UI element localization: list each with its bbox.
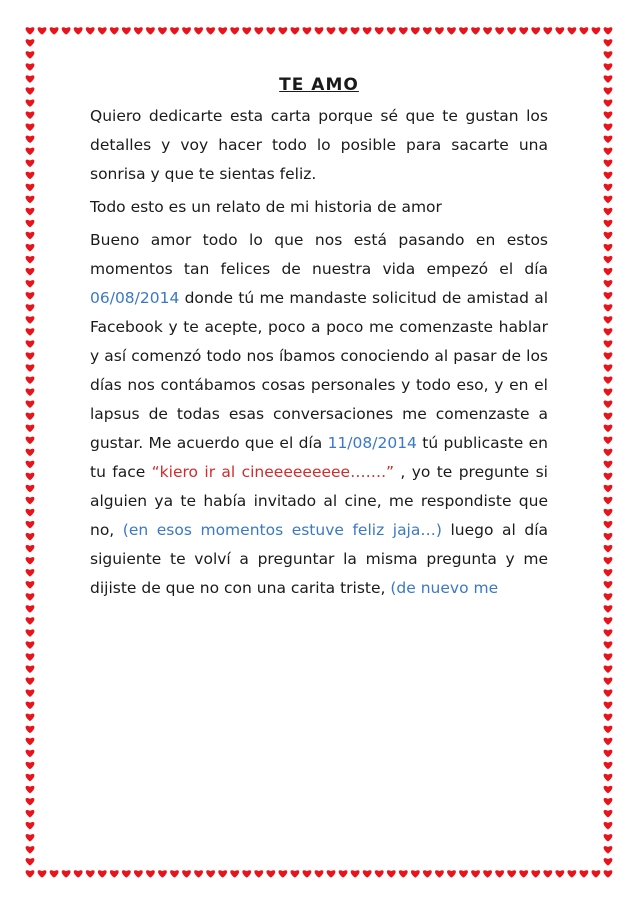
heart-icon <box>26 316 35 323</box>
letter-paragraph <box>90 226 548 603</box>
heart-icon <box>230 870 239 877</box>
heart-icon <box>604 581 613 588</box>
heart-icon <box>604 136 613 143</box>
heart-icon <box>543 870 552 877</box>
heart-icon <box>26 449 35 456</box>
heart-icon <box>604 521 613 528</box>
heart-icon <box>339 870 348 877</box>
heart-icon <box>26 51 35 58</box>
heart-icon <box>604 690 613 697</box>
letter-title: TE AMO <box>279 75 359 95</box>
heart-icon <box>604 39 613 46</box>
heart-icon <box>531 27 540 34</box>
heart-icon <box>98 870 107 877</box>
heart-icon <box>604 413 613 420</box>
heart-icon <box>26 376 35 383</box>
heart-icon <box>26 545 35 552</box>
heart-icon <box>604 617 613 624</box>
highlighted-text: (de nuevo me <box>390 579 499 597</box>
heart-icon <box>604 665 613 672</box>
paragraph-text: Quiero dedicarte esta carta porque sé que te gustan los detalles y voy hacer todo lo posible para sacarte una sonrisa y que te sientas feliz. <box>90 107 548 183</box>
heart-icon <box>507 27 516 34</box>
heart-icon <box>26 292 35 299</box>
heart-icon <box>26 798 35 805</box>
heart-icon <box>26 172 35 179</box>
heart-icon <box>604 425 613 432</box>
heart-icon <box>604 605 613 612</box>
heart-icon <box>531 870 540 877</box>
heart-icon <box>604 51 613 58</box>
heart-icon <box>26 388 35 395</box>
heart-icon <box>26 581 35 588</box>
heart-icon <box>604 774 613 781</box>
heart-icon <box>26 304 35 311</box>
heart-icon <box>26 509 35 516</box>
paragraph-text: donde tú me mandaste solicitud de amistad al Facebook y te acepte, poco a poco me comenzaste hablar y así comenzó todo nos íbamos conociendo al pasar de los días nos contábamos cosas personales y todo eso, y en el lapsus de todas esas conversaciones me comenzaste a gustar. Me acuerdo que el día <box>90 289 548 452</box>
heart-icon <box>604 569 613 576</box>
heart-icon <box>604 714 613 721</box>
heart-icon <box>26 328 35 335</box>
heart-icon <box>266 27 275 34</box>
paragraph-text: Bueno amor todo lo que nos está pasando en estos momentos tan felices de nuestra vida empezó el día <box>90 231 548 278</box>
heart-icon <box>604 244 613 251</box>
heart-icon <box>519 870 528 877</box>
heart-icon <box>579 870 588 877</box>
heart-icon <box>604 834 613 841</box>
heart-icon <box>26 63 35 70</box>
heart-icon <box>604 401 613 408</box>
heart-icon <box>375 870 384 877</box>
heart-icon <box>604 678 613 685</box>
heart-icon <box>26 870 35 877</box>
heart-icon <box>604 449 613 456</box>
paragraph-text: , yo te pregunte si alguien ya te había invitado al cine, me respondiste que no, <box>90 463 548 539</box>
heart-icon <box>604 99 613 106</box>
heart-icon <box>194 870 203 877</box>
heart-icon <box>26 148 35 155</box>
heart-icon <box>604 364 613 371</box>
heart-icon <box>483 870 492 877</box>
heart-icon <box>604 292 613 299</box>
heart-icon <box>604 653 613 660</box>
heart-icon <box>604 738 613 745</box>
heart-icon <box>26 99 35 106</box>
heart-icon <box>26 822 35 829</box>
heart-icon <box>363 870 372 877</box>
heart-icon <box>26 268 35 275</box>
heart-icon <box>447 27 456 34</box>
heart-icon <box>50 27 59 34</box>
heart-icon <box>254 870 263 877</box>
heart-icon <box>604 232 613 239</box>
highlighted-text: (en esos momentos estuve feliz jaja…) <box>122 521 442 539</box>
heart-icon <box>26 87 35 94</box>
letter-content <box>90 72 548 603</box>
heart-icon <box>604 172 613 179</box>
heart-icon <box>471 27 480 34</box>
heart-icon <box>122 870 131 877</box>
heart-icon <box>592 27 601 34</box>
heart-icon <box>327 27 336 34</box>
paragraph-text: luego al día siguiente te volví a preguntar la misma pregunta y me dijiste de que no con una carita triste, <box>90 521 549 597</box>
heart-icon <box>290 870 299 877</box>
heart-icon <box>26 690 35 697</box>
heart-icon <box>579 27 588 34</box>
heart-icon <box>592 870 601 877</box>
heart-icon <box>146 27 155 34</box>
heart-icon <box>26 256 35 263</box>
heart-icon <box>26 244 35 251</box>
heart-icon <box>604 545 613 552</box>
heart-icon <box>435 27 444 34</box>
heart-icon <box>507 870 516 877</box>
heart-icon <box>26 533 35 540</box>
heart-icon <box>604 846 613 853</box>
heart-icon <box>447 870 456 877</box>
heart-icon <box>26 160 35 167</box>
heart-icon <box>604 352 613 359</box>
heart-icon <box>26 112 35 119</box>
heart-icon <box>399 870 408 877</box>
heart-icon <box>182 27 191 34</box>
heart-icon <box>26 39 35 46</box>
heart-icon <box>110 27 119 34</box>
heart-icon <box>483 27 492 34</box>
heart-icon <box>206 27 215 34</box>
heart-icon <box>604 160 613 167</box>
heart-icon <box>303 870 312 877</box>
heart-icon <box>26 184 35 191</box>
heart-icon <box>74 870 83 877</box>
highlighted-text: 06/08/2014 <box>90 289 180 307</box>
heart-icon <box>555 870 564 877</box>
heart-icon <box>26 425 35 432</box>
heart-icon <box>158 27 167 34</box>
heart-icon <box>230 27 239 34</box>
heart-icon <box>604 280 613 287</box>
heart-icon <box>604 112 613 119</box>
heart-icon <box>26 762 35 769</box>
heart-icon <box>604 798 613 805</box>
heart-icon <box>411 27 420 34</box>
heart-icon <box>26 557 35 564</box>
heart-icon <box>604 376 613 383</box>
heart-icon <box>604 75 613 82</box>
heart-icon <box>303 27 312 34</box>
heart-icon <box>543 27 552 34</box>
heart-icon <box>26 774 35 781</box>
heart-icon <box>158 870 167 877</box>
heart-icon <box>26 232 35 239</box>
heart-icon <box>26 364 35 371</box>
heart-icon <box>26 413 35 420</box>
heart-icon <box>26 340 35 347</box>
heart-icon <box>459 27 468 34</box>
letter-paragraph <box>90 102 548 189</box>
heart-icon <box>218 870 227 877</box>
heart-icon <box>26 593 35 600</box>
heart-icon <box>26 641 35 648</box>
heart-icon <box>604 63 613 70</box>
highlighted-text: “kiero ir al cineeeeeeeee…….” <box>151 463 395 481</box>
heart-icon <box>604 509 613 516</box>
heart-icon <box>471 870 480 877</box>
heart-icon <box>26 605 35 612</box>
heart-icon <box>604 208 613 215</box>
heart-icon <box>26 786 35 793</box>
heart-icon <box>194 27 203 34</box>
heart-icon <box>604 388 613 395</box>
highlighted-text: 11/08/2014 <box>327 434 417 452</box>
heart-icon <box>339 27 348 34</box>
heart-icon <box>62 870 71 877</box>
heart-icon <box>459 870 468 877</box>
heart-icon <box>26 208 35 215</box>
heart-icon <box>26 834 35 841</box>
heart-icon <box>604 533 613 540</box>
heart-icon <box>26 124 35 131</box>
heart-icon <box>86 27 95 34</box>
heart-icon <box>26 280 35 287</box>
heart-icon <box>327 870 336 877</box>
heart-icon <box>351 27 360 34</box>
heart-icon <box>26 858 35 865</box>
heart-icon <box>26 196 35 203</box>
heart-icon <box>375 27 384 34</box>
heart-icon <box>604 702 613 709</box>
heart-icon <box>26 846 35 853</box>
heart-icon <box>604 304 613 311</box>
heart-icon <box>555 27 564 34</box>
heart-icon <box>495 27 504 34</box>
heart-icon <box>26 750 35 757</box>
heart-icon <box>604 27 613 34</box>
heart-icon <box>98 27 107 34</box>
heart-icon <box>74 27 83 34</box>
heart-icon <box>387 27 396 34</box>
heart-icon <box>134 870 143 877</box>
heart-icon <box>26 75 35 82</box>
heart-icon <box>26 220 35 227</box>
heart-icon <box>604 220 613 227</box>
heart-icon <box>387 870 396 877</box>
heart-icon <box>435 870 444 877</box>
heart-icon <box>411 870 420 877</box>
heart-icon <box>86 870 95 877</box>
heart-icon <box>604 762 613 769</box>
heart-icon <box>110 870 119 877</box>
heart-icon <box>604 822 613 829</box>
heart-icon <box>604 750 613 757</box>
heart-icon <box>315 27 324 34</box>
heart-icon <box>206 870 215 877</box>
letter-body <box>90 102 548 603</box>
heart-icon <box>604 786 613 793</box>
heart-icon <box>26 485 35 492</box>
heart-icon <box>26 136 35 143</box>
heart-icon <box>604 437 613 444</box>
heart-icon <box>62 27 71 34</box>
heart-icon <box>604 858 613 865</box>
heart-icon <box>604 593 613 600</box>
heart-icon <box>604 641 613 648</box>
heart-icon <box>38 870 47 877</box>
heart-icon <box>604 256 613 263</box>
heart-icon <box>26 726 35 733</box>
heart-icon <box>604 148 613 155</box>
heart-icon <box>604 870 613 877</box>
heart-icon <box>363 27 372 34</box>
heart-icon <box>242 870 251 877</box>
heart-icon <box>26 617 35 624</box>
heart-icon <box>399 27 408 34</box>
paragraph-text: Todo esto es un relato de mi historia de amor <box>90 198 442 216</box>
heart-icon <box>604 124 613 131</box>
heart-icon <box>604 629 613 636</box>
heart-icon <box>604 328 613 335</box>
heart-icon <box>26 738 35 745</box>
heart-icon <box>604 340 613 347</box>
heart-icon <box>26 665 35 672</box>
heart-icon <box>26 702 35 709</box>
heart-icon <box>604 497 613 504</box>
heart-icon <box>134 27 143 34</box>
heart-icon <box>254 27 263 34</box>
heart-icon <box>604 485 613 492</box>
heart-icon <box>26 352 35 359</box>
heart-icon <box>146 870 155 877</box>
heart-icon <box>604 810 613 817</box>
heart-icon <box>495 870 504 877</box>
heart-icon <box>26 629 35 636</box>
heart-icon <box>567 870 576 877</box>
heart-icon <box>26 810 35 817</box>
heart-icon <box>423 870 432 877</box>
heart-icon <box>351 870 360 877</box>
heart-icon <box>604 87 613 94</box>
heart-icon <box>26 653 35 660</box>
heart-icon <box>604 461 613 468</box>
heart-icon <box>26 473 35 480</box>
heart-icon <box>266 870 275 877</box>
heart-icon <box>26 714 35 721</box>
heart-icon <box>26 437 35 444</box>
heart-icon <box>38 27 47 34</box>
letter-paragraph <box>90 193 548 222</box>
heart-icon <box>604 268 613 275</box>
heart-icon <box>290 27 299 34</box>
heart-icon <box>604 726 613 733</box>
heart-icon <box>519 27 528 34</box>
heart-icon <box>604 473 613 480</box>
heart-icon <box>604 196 613 203</box>
heart-icon <box>26 461 35 468</box>
paragraph-text: tú publicaste en tu face <box>90 434 548 481</box>
heart-icon <box>170 870 179 877</box>
heart-icon <box>218 27 227 34</box>
heart-icon <box>50 870 59 877</box>
heart-icon <box>26 521 35 528</box>
heart-icon <box>315 870 324 877</box>
heart-icon <box>182 870 191 877</box>
heart-icon <box>122 27 131 34</box>
heart-icon <box>26 401 35 408</box>
heart-icon <box>604 184 613 191</box>
heart-icon <box>604 557 613 564</box>
heart-icon <box>278 870 287 877</box>
heart-icon <box>26 569 35 576</box>
heart-icon <box>567 27 576 34</box>
heart-icon <box>278 27 287 34</box>
heart-icon <box>26 678 35 685</box>
heart-icon <box>26 497 35 504</box>
heart-icon <box>242 27 251 34</box>
heart-icon <box>26 27 35 34</box>
heart-icon <box>170 27 179 34</box>
heart-icon <box>423 27 432 34</box>
heart-icon <box>604 316 613 323</box>
